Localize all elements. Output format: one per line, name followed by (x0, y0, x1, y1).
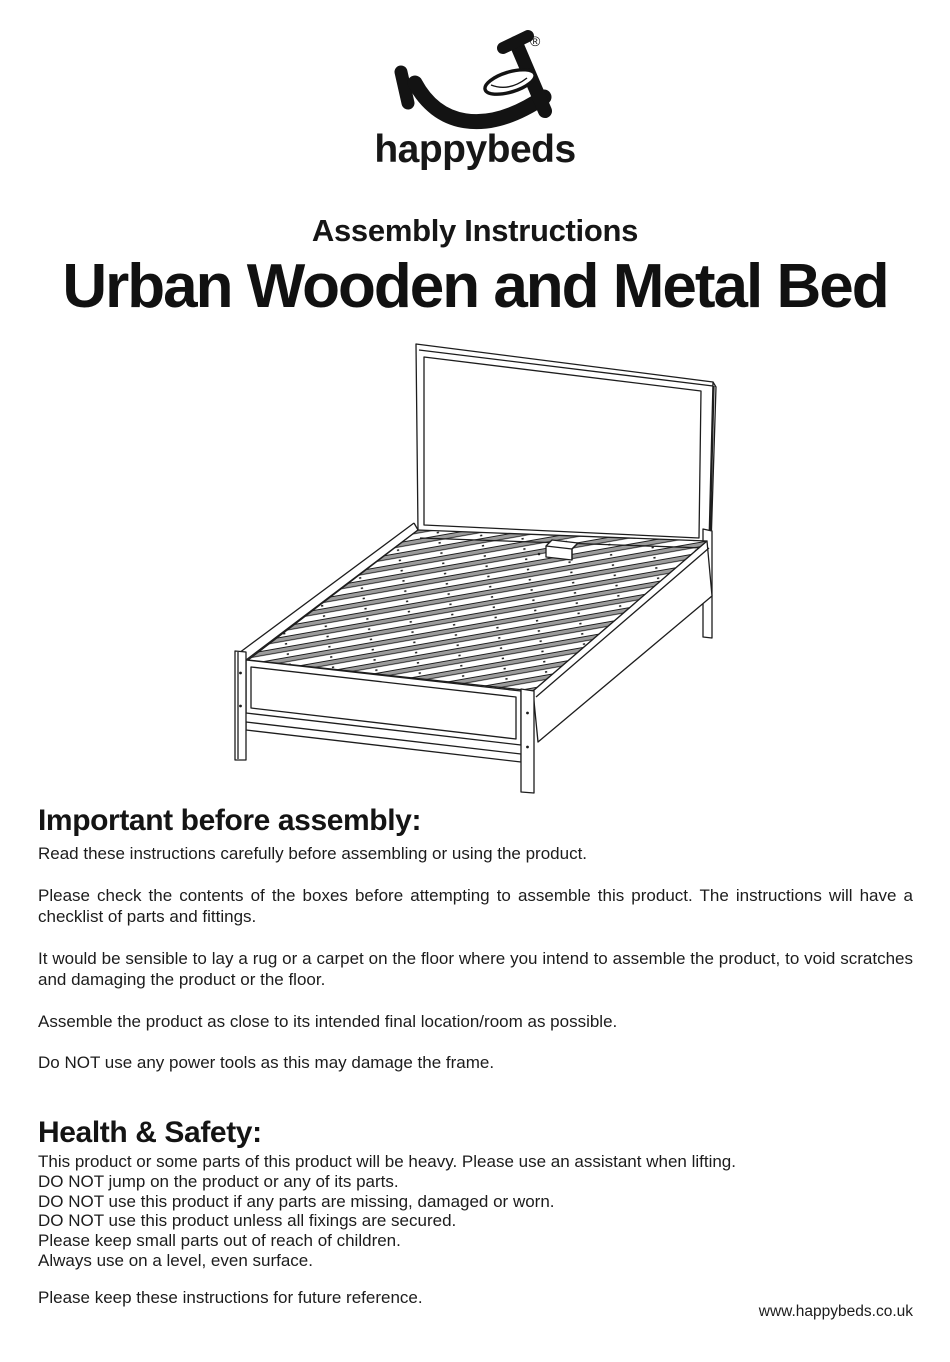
health-safety-line: DO NOT use this product unless all fixings are secured. (38, 1211, 457, 1231)
important-paragraph: Do NOT use any power tools as this may damage the frame. (38, 1053, 495, 1072)
health-safety-heading: Health & Safety: (38, 1116, 262, 1149)
brand-wordmark: happybeds (374, 128, 576, 171)
bed-drawing-svg (195, 330, 755, 810)
logo-pillow (482, 65, 538, 99)
health-safety-line: DO NOT use this product if any parts are missing, damaged or worn. (38, 1191, 555, 1211)
important-paragraph: Assemble the product as close to its intended final location/room as possible. (38, 1011, 618, 1031)
health-safety-section (38, 1116, 913, 1308)
product-title: Urban Wooden and Metal Bed (62, 252, 888, 321)
logo-hammock-smile (415, 83, 544, 122)
important-heading: Important before assembly: (38, 804, 422, 837)
important-paragraph: Please check the contents of the boxes before attempting to assemble this product. The instructions will have a checklist of parts and fittings. (38, 885, 913, 926)
health-safety-line: Please keep small parts out of reach of children. (38, 1231, 401, 1251)
website-url: www.happybeds.co.uk (758, 1303, 913, 1320)
keep-instructions-note: Please keep these instructions for future reference. (38, 1287, 423, 1307)
health-safety-line: DO NOT jump on the product or any of its parts. (38, 1171, 399, 1191)
important-paragraph: Read these instructions carefully before assembling or using the product. (38, 844, 588, 863)
logo-left-post (401, 72, 408, 103)
registered-mark: ® (530, 33, 541, 49)
headboard (416, 344, 716, 545)
document-subtitle: Assembly Instructions (311, 213, 639, 248)
happybeds-logo-mark (389, 26, 561, 134)
bed-line-drawing (195, 330, 755, 810)
health-safety-line: Always use on a level, even surface. (38, 1250, 313, 1270)
happybeds-logo (0, 26, 950, 172)
important-paragraph: It would be sensible to lay a rug or a carpet on the floor where you intend to assemble the product, to void scratches and damaging the product or the floor. (38, 948, 913, 989)
health-safety-line: This product or some parts of this product will be heavy. Please use an assistant when lifting. (38, 1152, 736, 1171)
important-section (38, 804, 913, 1094)
